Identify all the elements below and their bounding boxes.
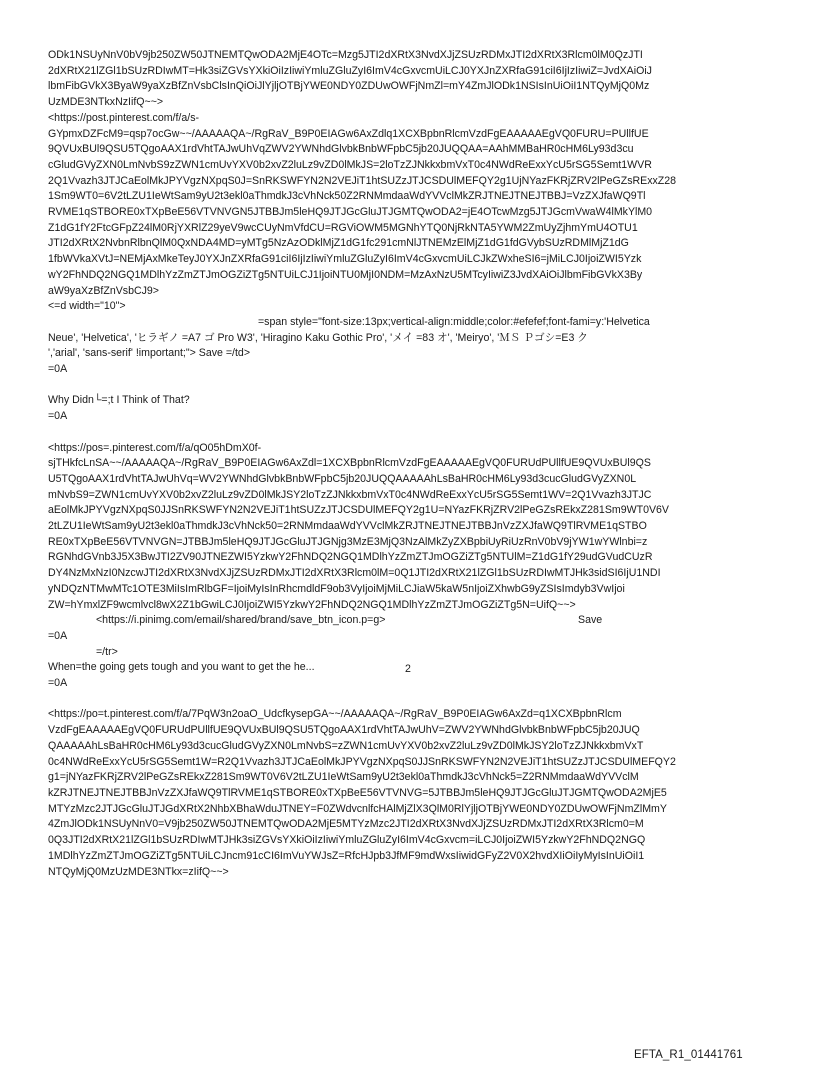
document-id-footer: EFTA_R1_01441761 <box>634 1049 743 1061</box>
text-line: 1fbWVkaXVtJ=NEMjAxMkeTeyJ0YXJnZXRfaG91ciI6IjIzIiwiYmluZGluZyI6ImV4cGxvcmUiLCJkZWxheSI6=jMiLCJ0IjoiZWI5Yzk <box>48 253 642 266</box>
text-line: aEolMkJPYVgzNXpqS0JJSnRKSWFYN2N2VEJiT1htSUZzJTJCSDUlMEFQY2g1U=NYazFKRjZRV2lPeGZsREkxZ281Sm9WT0V6V <box>48 504 669 517</box>
text-line: ZW=hYmxlZF9wcmlvcl8wX2Z1bGwiLCJ0IjoiZWI5YzkwY2FhNDQ2NGQ1MDlhYzZmZTJmOGZiZTg5N=UifQ~~> <box>48 598 576 611</box>
text-line: g1=jNYazFKRjZRV2lPeGZsREkxZ281Sm9WT0V6V2tLZU1IeWtSam9yU2t3ekl0aThmdkJ3cVhNck5=Z2RNMmdaaWdYVVclM <box>48 771 639 784</box>
text-line: 1Sm9WT0=6V2tLZU1IeWtSam9yU2t3ekl0aThmdkJ3cVhNck50Z2RNMmdaaWdYVVclMkZRJTNEJTNEJTBBJ=VzZXJfaWQ9Tl <box>48 190 646 203</box>
text-line: <https://post.pinterest.com/f/a/s- <box>48 111 200 124</box>
text-line: DY4NzMxNzI0NzcwJTI2dXRtX3NvdXJjZSUzRDMxJTI2dXRtX3Rlcm0lM=0Q1JTI2dXRtX21lZGl1bSUzRDIwMTJHk3sidSI6IjU1NDI <box>48 567 661 580</box>
text-line: cGludGVyZXN0LmNvbS9zZWN1cmUvYXV0b2xvZ2luLz9vZD0lMkJS=2loTzZJNkkxbmVxT0c4NWdReExxYcU5rSG5Semt1WVR <box>48 158 652 171</box>
encoded-block-1 <box>48 48 773 315</box>
text-line: lbmFibGVkX3ByaW9yaXzBfZnVsbClsInQiOiJlYjljOTBjYWE0NDY0ZDUwOWFjNmZl=mY4ZmJlODk1NSIsInUiOiI1NTQyMjQ0Mz <box>48 80 650 93</box>
text-line: 0Q3JTI2dXRtX21lZGl1bSUzRDIwMTJHk3siZGVsYXkiOiIzIiwiYmluZGluZyI6ImV4cGxvcm=iLCJ0IjoiZWI5YzkwY2FhNDQ2NGQ <box>48 834 646 847</box>
encoded-block-1b <box>48 331 773 378</box>
text-line: VzdFgEAAAAAEgVQ0FURUdPUllfUE9QVUxBUl9QSU5TQgoAAX1rdVhtTAJwUhV=ZWV2YWNhdGlvbkBnbWFpbC5jb20JUQ <box>48 724 640 737</box>
text-line: <=d width="10"> <box>48 300 126 313</box>
text-line: kZRJTNEJTNEJTBBJnVzZXJfaWQ9TlRVME1qSTBORE0xTXpBeE56VTVNVG=5JTBBJm5leHQ9JTJGcGluJTJGMTQwODA2MjE5 <box>48 787 667 799</box>
text-line: sjTHkfcLnSA~~/AAAAAQA~/RgRaV_B9P0EIAGw6AxZdl=1XCXBpbnRlcmVzdFgEAAAAAEgVQ0FURUdPUllfUE9QVUxBUl9QS <box>48 457 651 470</box>
text-line: 4ZmJlODk1NSUyNnV0=V9jb250ZW50JTNEMTQwODA2MjE5MTYzMzc2JTI2dXRtX3NvdXJjZSUzRDMxJTI2dXRtX3Rlcm0=M <box>48 818 644 831</box>
span-style-line <box>48 315 773 331</box>
text-line: mNvbS9=ZWN1cmUvYXV0b2xvZ2luLz9vZD0lMkJSY2loTzZJNkkxbmVxT0c4NWdReExxYcU5rSG5Semt1WV=2Q1Vvazh3JTJC <box>48 488 652 501</box>
text-line: wY2FhNDQ2NGQ1MDlhYzZmZTJmOGZiZTg5NTUiLCJ1IjoiNTU0MjI0NDM=MzAxNzU5MTcyIiwiZ3JvdXAiOiJlbmFibGVkX3By <box>48 268 643 281</box>
heading-when-going-eq: =0A <box>48 677 68 690</box>
text-line: UzMDE3NTkxNzIifQ~~> <box>48 96 164 109</box>
encoded-block-2 <box>48 441 773 614</box>
heading-when-going: When=the going gets tough and you want to get the he... <box>48 661 315 674</box>
tr-close-tag: =/tr> <box>96 645 118 658</box>
text-line: <https://po=t.pinterest.com/f/a/7PqW3n2oaO_UdcfkysepGA~~/AAAAAQA~/RgRaV_B9P0EIAGw6AxZd=q1XCXBpbnRlcm <box>48 708 622 721</box>
text-line: <https://pos=.pinterest.com/f/a/qO05hDmX0f- <box>48 441 262 454</box>
text-line: 9QVUxBUl9QSU5TQgoAAX1rdVhtTAJwUhVqZWV2YWNhdGlvbkBnbWFpbC5jb20JUQQAA=AAhMMBaHR0cHM6Ly93d3cu <box>48 143 634 156</box>
heading-why-didnt: Why Didn└=;t I Think of That? <box>48 394 190 407</box>
save-row <box>48 613 773 629</box>
text-line: Z1dG1fY2FtcGFpZ24lM0RjYXRlZ29yeV9wcCUyNmVfdCU=RGViOWM5MGNhYTQ0NjRkNTA5YWM2ZmUyZjhmYmU4OTU1 <box>48 221 638 234</box>
page-number: 2 <box>405 663 411 675</box>
text-line: yNDQzNTMwMTc1OTE3MiIsImRlbGF=IjoiMyIsInRhcmdldF9ob3VyIjoiMjMiLCJiaW5kaW5nIjoiZXhwbG9yZSIsImdyb3VwIjoi <box>48 582 625 595</box>
span-style-text: =span style="font-size:13px;vertical-align:middle;color:#efefef;font-fami=y:'Helvetica <box>258 315 650 328</box>
heading-why-didnt-eq: =0A <box>48 410 68 423</box>
text-line: 2tLZU1IeWtSam9yU2t3ekl0aThmdkJ3cVhNck50=2RNMmdaaWdYVVclMkZRJTNEJTNEJTBBJnVzZXJfaWQ9TlRVME1qSTBO <box>48 520 647 533</box>
text-line: U5TQgoAAX1rdVhtTAJwUhVq=WV2YWNhdGlvbkBnbWFpbC5jb20JUQQAAAAAhLsBaHR0cHM6Ly93d3cucGludGVyZXN0L <box>48 472 637 485</box>
text-line: RE0xTXpBeE56VTVNVGN=JTBBJm5leHQ9JTJGcGluJTJGNjg3MzE3MjQ3NzAlMkZyZXBpbiUyRiUzRnV0bV9jYW1wYWlnbi=z <box>48 535 648 548</box>
save-icon-url[interactable]: <https://i.pinimg.com/email/shared/brand/save_btn_icon.p=g> <box>96 614 386 627</box>
save-label[interactable]: Save <box>578 614 603 627</box>
text-line: ODk1NSUyNnV0bV9jb250ZW50JTNEMTQwODA2MjE4OTc=Mzg5JTI2dXRtX3NvdXJjZSUzRDMxJTI2dXRtX3Rlcm0lM0QzJTI <box>48 49 643 61</box>
encoded-block-2-tail <box>48 629 773 645</box>
text-line: QAAAAAhLsBaHR0cHM6Ly93d3cucGludGVyZXN0LmNvbS=zZWN1cmUvYXV0b2xvZ2luLz9vZD0lMkJSY2loTzZJNkkxbmVxT <box>48 739 644 752</box>
encoded-block-3 <box>48 707 773 880</box>
text-line: 2dXRtX21lZGl1bSUzRDIwMT=Hk3siZGVsYXkiOiIzIiwiYmluZGluZyI6ImV4cGxvcmUiLCJ0YXJnZXRfaG91ciI6IjIzIiwiZ=JvdXAiOiJ <box>48 64 652 77</box>
text-line: MTYzMzc2JTJGcGluJTJGdXRtX2NhbXBhaWduJTNEY=F0ZWdvcnlfcHAlMjZlX3QlM0RlYjljOTBjYWE0NDY0ZDUwOWFjNmZlMmY <box>48 802 667 815</box>
text-line: NTQyMjQ0MzUzMDE3NTkx=zIifQ~~> <box>48 865 229 878</box>
text-line: 0c4NWdReExxYcU5rSG5Semt1W=R2Q1Vvazh3JTJCaEolMkJPYVgzNXpqS0JJSnRKSWFYN2N2VEJiT1htSUZzJTJCSDUlMEFQY2 <box>48 755 676 768</box>
text-line: GYpmxDZFcM9=qsp7ocGw~~/AAAAAQA~/RgRaV_B9P0EIAGw6AxZdlq1XCXBpbnRlcmVzdFgEAAAAAEgVQ0FURU=PUllfUE <box>48 127 649 140</box>
text-line: =0A <box>48 363 68 376</box>
text-line: =0A <box>48 629 68 642</box>
text-line: Neue', 'Helvetica', 'ヒラギノ =A7 ゴ Pro W3', 'Hiragino Kaku Gothic Pro', 'メイ =83 オ', 'Meiryo', 'ＭＳ Ｐゴシ=E3 ク <box>48 331 588 344</box>
text-line: aW9yaXzBfZnVsbCJ9> <box>48 284 159 297</box>
text-line: RGNhdGVnb3J5X3BwJTI2ZV90JTNEZWI5YzkwY2FhNDQ2NGQ1MDlhYzZmZTJmOGZiZTg5NTUlM=Z1dG1fY29udGVudCUzR <box>48 551 653 564</box>
text-line: JTI2dXRtX2NvbnRlbnQlM0QxNDA4MD=yMTg5NzAzODklMjZ1dG1fc291cmNlJTNEMzElMjZ1dG1fdGVybSUzRDMlMjZ1dG <box>48 237 629 250</box>
text-line: 2Q1Vvazh3JTJCaEolMkJPYVgzNXpqS0J=SnRKSWFYN2N2VEJiT1htSUZzJTJCSDUlMEFQY2g1UjNYazFKRjZRV2lPeGZsRExxZ28 <box>48 174 677 187</box>
text-line: RVME1qSTBORE0xTXpBeE56VTVNVGN5JTBBJm5leHQ9JTJGcGluJTJGMTQwODA2=jE4OTcwMzg5JTJGcmVwaW4lMkYlM0 <box>48 206 653 219</box>
text-line: ','arial', 'sans-serif' !important;"> Save =/td> <box>48 347 251 360</box>
document-body <box>48 48 773 880</box>
text-line: 1MDlhYzZmZTJmOGZiZTg5NTUiLCJncm91cCI6ImVuYWJsZ=RfcHJpb3JfMF9mdWxsIiwidGFyZ2V0X2hvdXIiOiIyMyIsInUiOiI1 <box>48 849 645 862</box>
